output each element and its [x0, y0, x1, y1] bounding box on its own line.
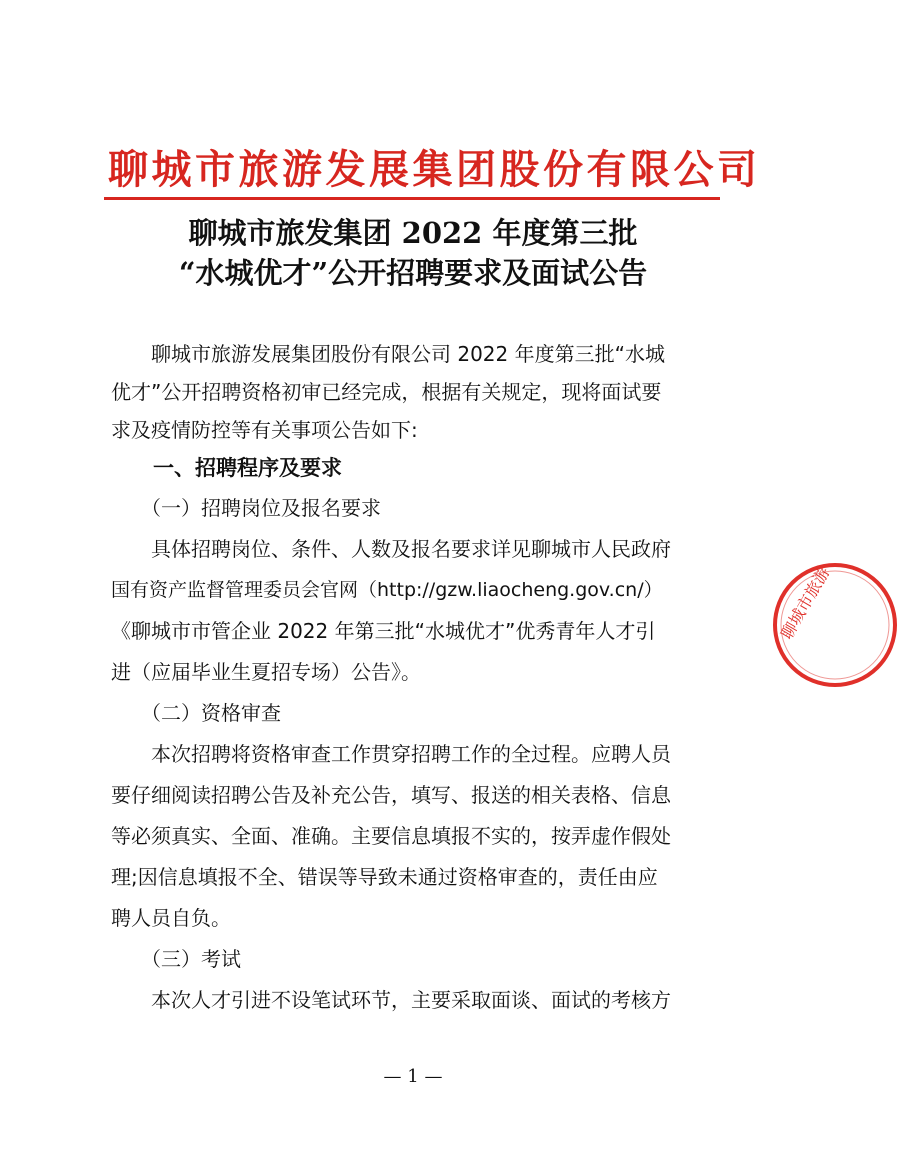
organization-header: 聊城市旅游发展集团股份有限公司 [108, 146, 761, 193]
section-heading: 一、招聘程序及要求 [111, 456, 342, 480]
body-line: 聘人员自负。 [111, 906, 231, 930]
official-seal-stamp [770, 560, 900, 690]
header-red-rule [104, 197, 720, 200]
body-line: 本次人才引进不设笔试环节，主要采取面谈、面试的考核方 [111, 988, 671, 1012]
subsection-heading: （三）考试 [111, 947, 241, 971]
subsection-heading: （二）资格审查 [111, 701, 281, 725]
body-line: 等必须真实、全面、准确。主要信息填报不实的，按弄虚作假处 [111, 824, 671, 848]
body-line: 进（应届毕业生夏招专场）公告》。 [111, 660, 421, 684]
body-line: 求及疫情防控等有关事项公告如下: [111, 418, 418, 442]
body-line: 聊城市旅游发展集团股份有限公司 2022 年度第三批“水城 [111, 342, 665, 366]
body-line: 要仔细阅读招聘公告及补充公告，填写、报送的相关表格、信息 [111, 783, 671, 807]
body-line: 《聊城市市管企业 2022 年第三批“水城优才”优秀青年人才引 [111, 619, 656, 643]
document-title-line-2: “水城优才”公开招聘要求及面试公告 [178, 256, 648, 290]
document-title-line-1: 聊城市旅发集团 2022 年度第三批 [188, 216, 638, 250]
body-line: 理;因信息填报不全、错误等导致未通过资格审查的，责任由应 [111, 865, 658, 889]
svg-text:聊城市旅游: 聊城市旅游 [777, 563, 834, 643]
page-number: — 1 — [383, 1066, 443, 1087]
body-line: 具体招聘岗位、条件、人数及报名要求详见聊城市人民政府 [111, 537, 671, 561]
body-line: 优才”公开招聘资格初审已经完成，根据有关规定，现将面试要 [111, 380, 662, 404]
body-line: 国有资产监督管理委员会官网（http://gzw.liaocheng.gov.cn/） [111, 579, 663, 601]
body-line: 本次招聘将资格审查工作贯穿招聘工作的全过程。应聘人员 [111, 742, 671, 766]
subsection-heading: （一）招聘岗位及报名要求 [111, 496, 381, 520]
